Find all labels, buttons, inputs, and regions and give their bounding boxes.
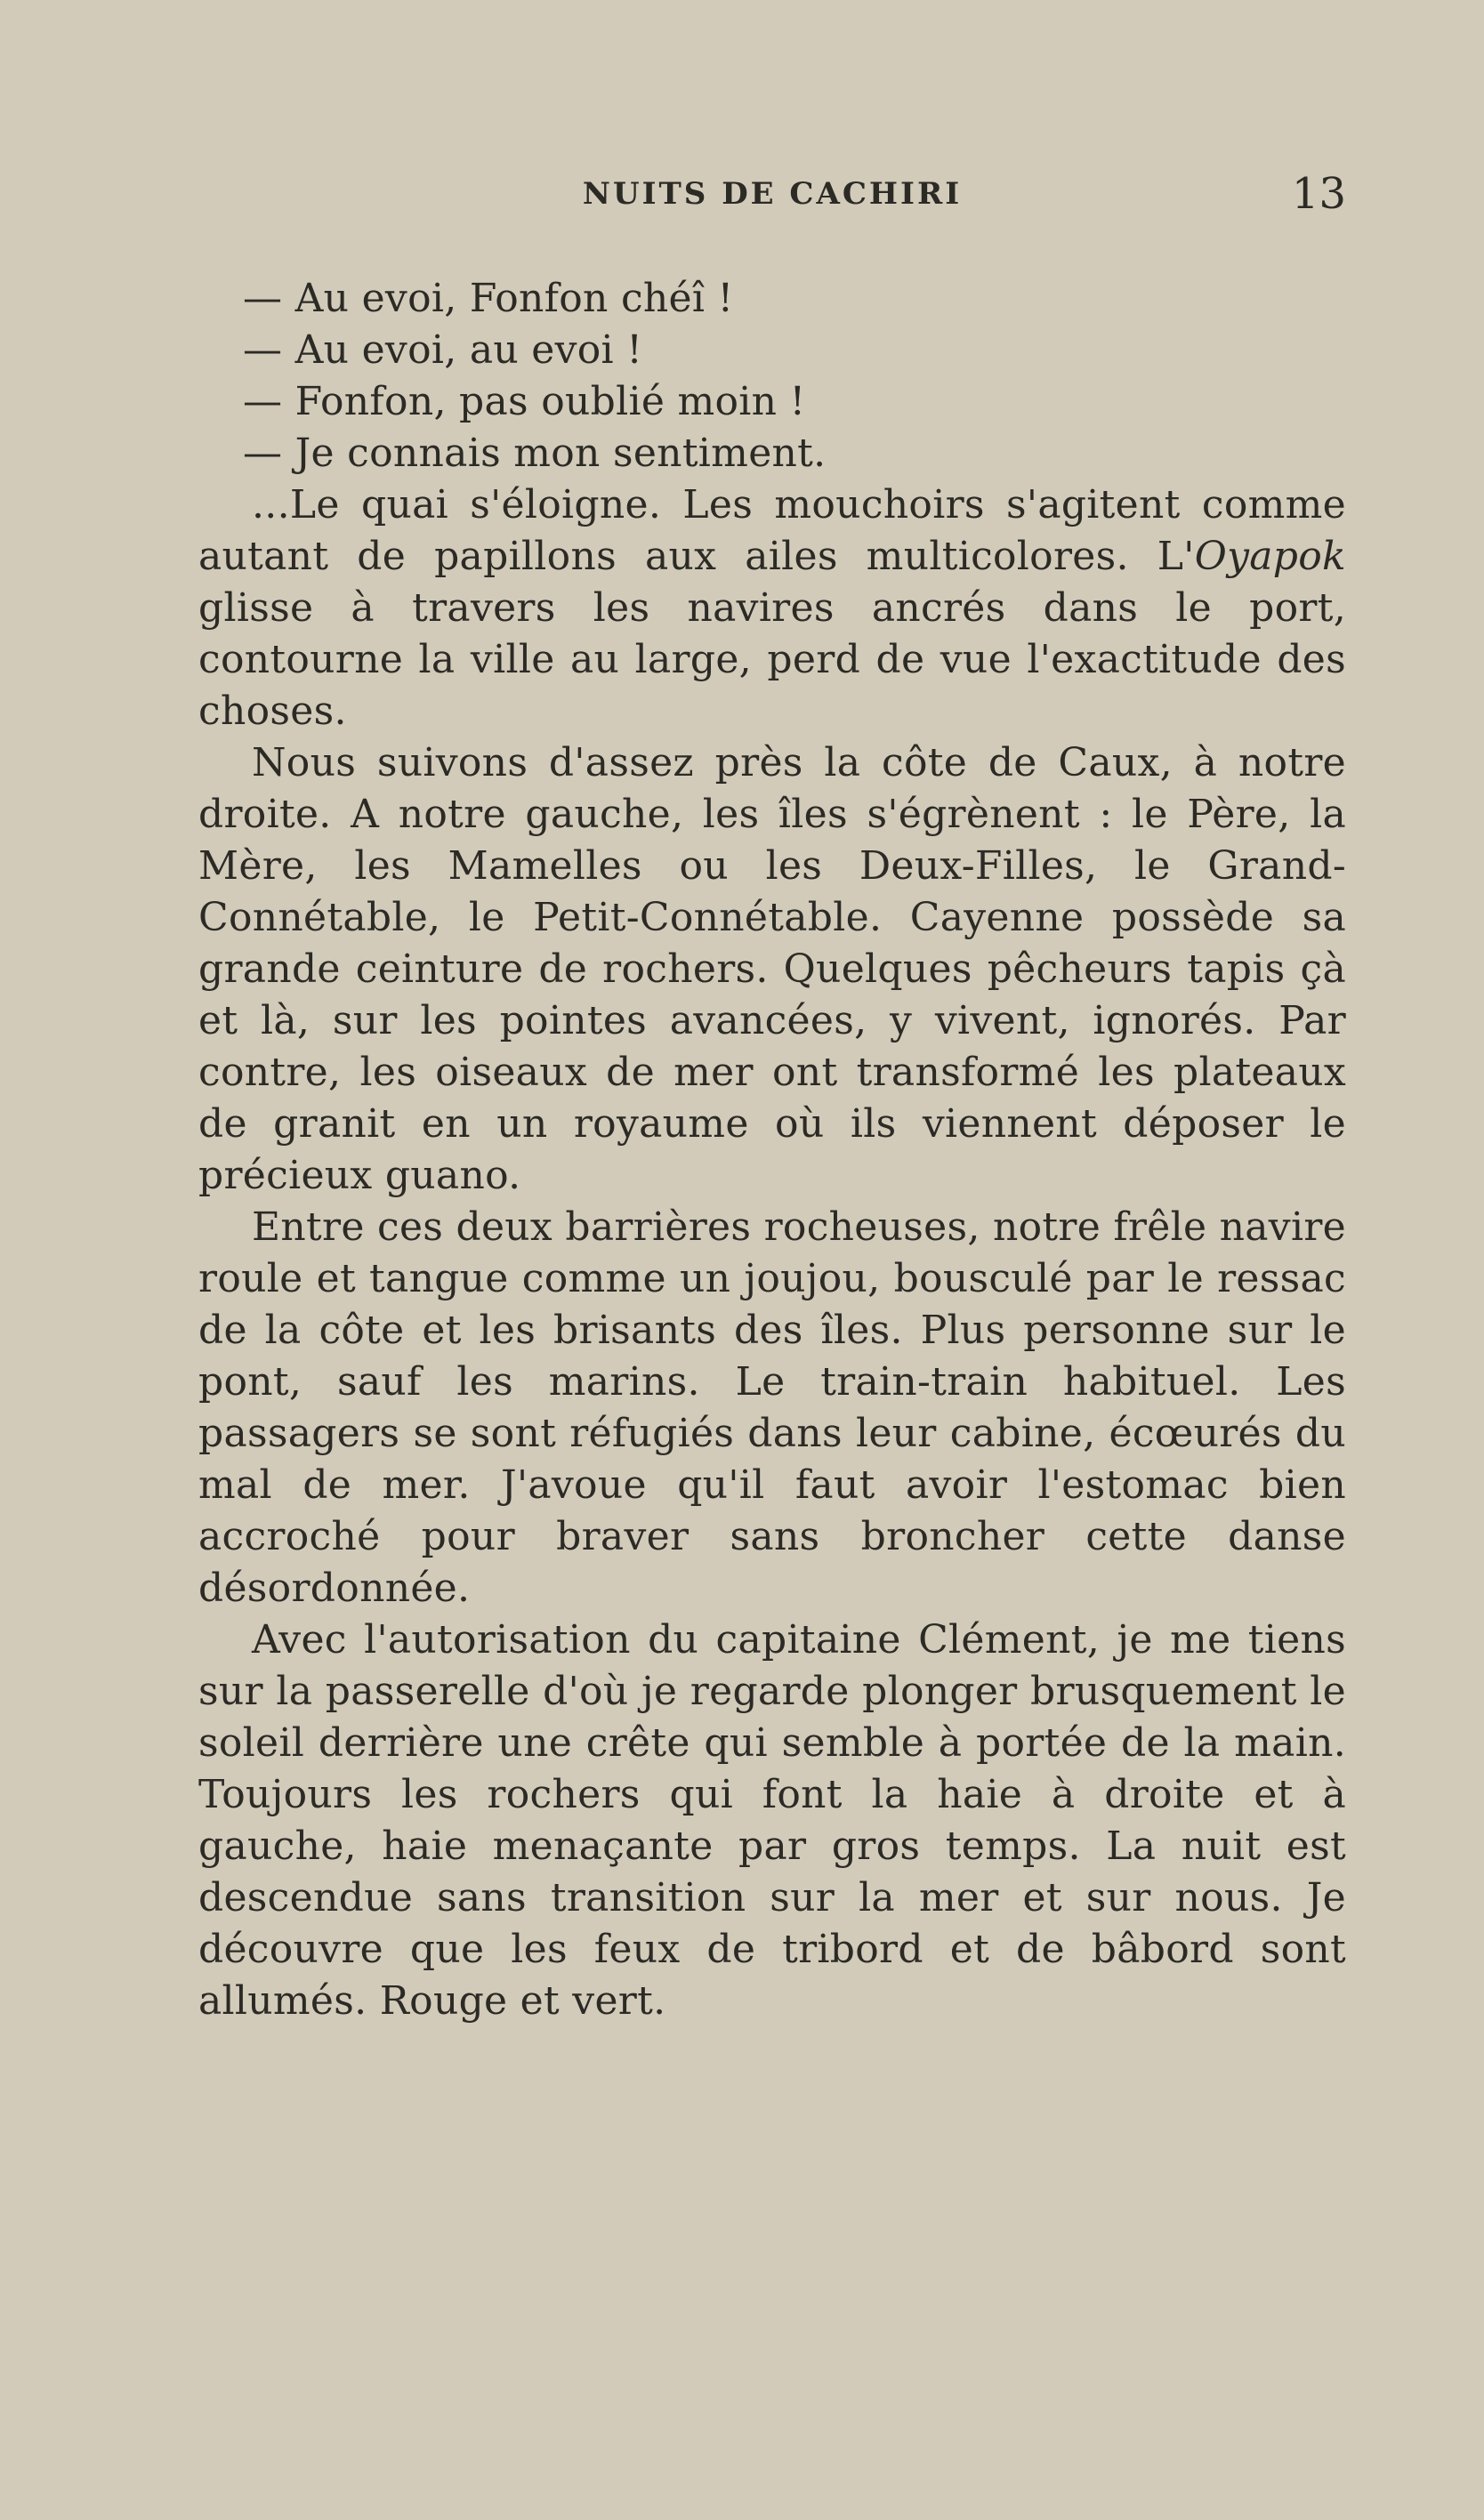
ship-name: Oyapok	[1194, 534, 1346, 579]
running-header	[198, 169, 1346, 240]
dialogue-line: — Fonfon, pas oublié moin !	[243, 379, 806, 424]
paragraph-departure-start: ...Le quai s'éloigne. Les mouchoirs s'agitent comme autant de papillons aux ailes multicolores. L'	[198, 482, 1346, 579]
page-number: 13	[1291, 169, 1346, 219]
paragraph-coast: Nous suivons d'assez près la côte de Caux, à notre droite. A notre gauche, les îles s'égrènent : le Père, la Mère, les Mamelles ou les Deux-Filles, le Grand-Connétable, le Petit-Connétable. Cayenne possède sa grande ceinture de rochers. Quelques pêcheurs tapis çà et là, sur les pointes avancées, y vivent, ignorés. Par contre, les oiseaux de mer ont transformé les plateaux de granit en un royaume où ils viennent déposer le précieux guano.	[198, 740, 1346, 1198]
paragraph-departure-end: glisse à travers les navires ancrés dans le port, contourne la ville au large, perd de vue l'exactitude des choses.	[198, 585, 1346, 734]
body-text	[198, 273, 1346, 2027]
running-title: NUITS DE CACHIRI	[582, 176, 963, 212]
dialogue-line: — Je connais mon sentiment.	[243, 431, 827, 476]
paragraph-rolling: Entre ces deux barrières rocheuses, notre frêle navire roule et tangue comme un joujou, bousculé par le ressac de la côte et les brisants des îles. Plus personne sur le pont, sauf les marins. Le train-train habituel. Les passagers se sont réfugiés dans leur cabine, écœurés du mal de mer. J'avoue qu'il faut avoir l'estomac bien accroché pour braver sans broncher cette danse désordonnée.	[198, 1204, 1346, 1611]
paragraph-night: Avec l'autorisation du capitaine Clément, je me tiens sur la passerelle d'où je regarde plonger brusquement le soleil derrière une crête qui semble à portée de la main. Toujours les rochers qui font la haie à droite et à gauche, haie menaçante par gros temps. La nuit est descendue sans transition sur la mer et sur nous. Je découvre que les feux de tribord et de bâbord sont allumés. Rouge et vert.	[198, 1617, 1346, 2024]
dialogue-line: — Au evoi, au evoi !	[243, 327, 643, 373]
dialogue-line: — Au evoi, Fonfon chéî !	[243, 276, 734, 321]
paragraph-departure	[198, 479, 1346, 737]
